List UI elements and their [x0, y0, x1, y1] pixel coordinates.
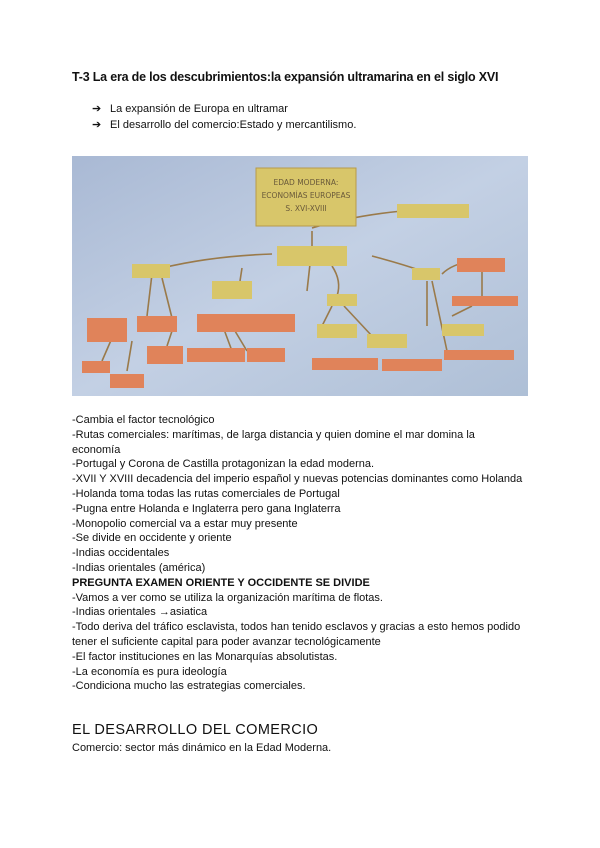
- concept-box-orange: [187, 348, 245, 362]
- note-line: -Se divide en occidente y oriente: [72, 532, 232, 545]
- note-line: -Holanda toma todas las rutas comerciales de Portugal: [72, 487, 340, 500]
- document-title: T-3 La era de los descubrimientos:la expansión ultramarina en el siglo XVI: [72, 70, 499, 84]
- concept-box-orange: [147, 346, 183, 364]
- concept-box-orange: [382, 359, 442, 371]
- note-line: -Condiciona mucho las estrategias comerciales.: [72, 680, 306, 693]
- concept-box-orange: [457, 258, 505, 272]
- main-box-line-2: ECONOMÍAS EUROPEAS: [261, 191, 351, 200]
- note-line: -El factor instituciones en las Monarquías absolutistas.: [72, 650, 338, 663]
- note-line: -La economía es pura ideología: [72, 665, 227, 678]
- concept-box-orange: [444, 350, 514, 360]
- concept-box-orange: [452, 296, 518, 306]
- concept-map-image: [72, 156, 528, 396]
- bullet-list: [92, 101, 356, 133]
- concept-box-orange: [110, 374, 144, 388]
- concept-map-photo: [72, 156, 528, 396]
- concept-box-yellow: [442, 324, 484, 336]
- concept-box-yellow: [277, 246, 347, 266]
- concept-box-yellow: [367, 334, 407, 348]
- note-line: -Indias orientales (américa): [72, 561, 206, 574]
- note-line: -Monopolio comercial va a estar muy presente: [72, 517, 298, 530]
- note-line: -Portugal y Corona de Castilla protagonizan la edad moderna.: [72, 458, 375, 471]
- section-paragraph: Comercio: sector más dinámico en la Edad Moderna.: [72, 742, 332, 754]
- bullet-item: [92, 117, 356, 133]
- note-line: -Vamos a ver como se utiliza la organización marítima de flotas.: [72, 591, 383, 604]
- concept-box-yellow: [132, 264, 170, 278]
- note-line: economía: [72, 443, 121, 456]
- arrow-icon: ➔: [92, 103, 102, 115]
- note-line: -Todo deriva del tráfico esclavista, todos han tenido esclavos y gracias a esto hemos podido: [72, 621, 521, 634]
- note-line: -Indias occidentales: [72, 547, 170, 560]
- main-box-line-3: S. XVI-XVIII: [285, 204, 327, 213]
- concept-box-yellow: [212, 281, 252, 299]
- bullet-item: [92, 101, 356, 117]
- concept-box-orange: [87, 318, 127, 342]
- note-line: -Rutas comerciales: marítimas, de larga distancia y quien domine el mar domina la: [72, 428, 475, 441]
- concept-box-yellow: [412, 268, 440, 280]
- concept-box-orange: [247, 348, 285, 362]
- notes-body: [72, 413, 522, 694]
- note-line: -Indias orientales →asiatica: [72, 606, 208, 619]
- concept-box-orange: [312, 358, 378, 370]
- note-line: -Cambia el factor tecnológico: [72, 414, 215, 426]
- section-heading: EL DESARROLLO DEL COMERCIO: [72, 722, 319, 738]
- concept-box-yellow: [327, 294, 357, 306]
- concept-box-yellow: [317, 324, 357, 338]
- note-line: tener el suficiente capital para poder avanzar tecnológicamente: [72, 635, 381, 648]
- bullet-text: El desarrollo del comercio:Estado y mercantilismo.: [110, 119, 357, 131]
- concept-box-yellow: [397, 204, 469, 218]
- concept-box-orange: [197, 314, 295, 332]
- concept-box-orange: [137, 316, 177, 332]
- note-line: -XVII Y XVIII decadencia del imperio español y nuevas potencias dominantes como Holanda: [72, 473, 523, 486]
- bullet-text: La expansión de Europa en ultramar: [110, 103, 288, 115]
- concept-box-orange: [82, 361, 110, 373]
- exam-question-line: PREGUNTA EXAMEN ORIENTE Y OCCIDENTE SE DIVIDE: [72, 576, 370, 589]
- main-box-line-1: EDAD MODERNA:: [273, 178, 339, 187]
- arrow-icon: ➔: [92, 119, 102, 131]
- note-line: -Pugna entre Holanda e Inglaterra pero gana Inglaterra: [72, 502, 341, 515]
